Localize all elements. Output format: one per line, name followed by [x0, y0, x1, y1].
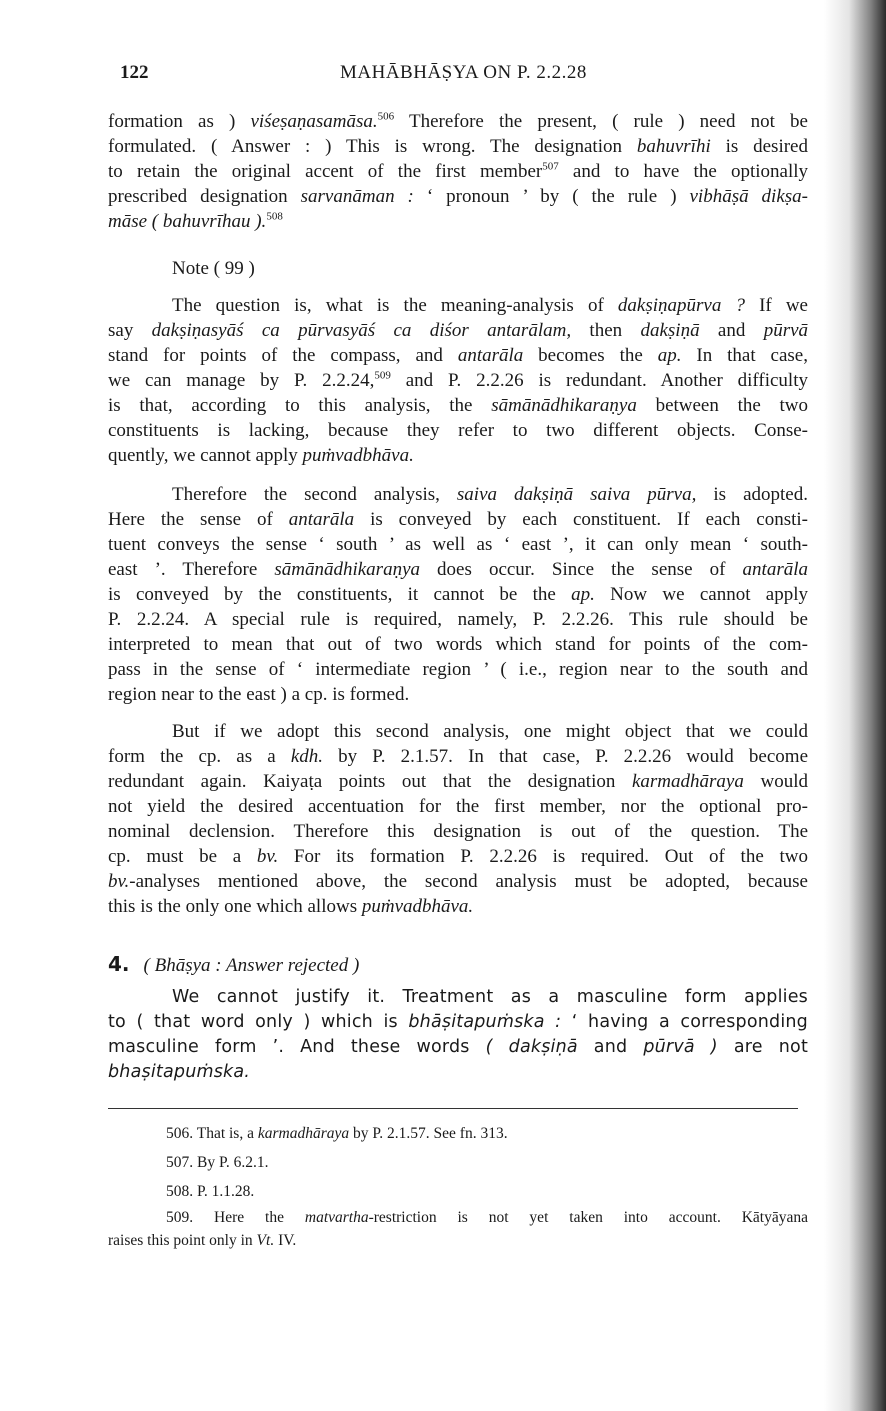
text-line — [108, 657, 808, 682]
text-line — [108, 418, 808, 443]
text-run: by P. 2.1.57. In that case, P. 2.2.26 would become — [323, 746, 808, 767]
italic-term: antarāla — [742, 559, 808, 580]
text-line — [108, 159, 808, 184]
italic-term: antarāla — [457, 345, 524, 366]
section-heading — [108, 952, 359, 977]
italic-term: bv. — [256, 846, 279, 867]
italic-term: bhaṣitapuṁska. — [108, 1062, 251, 1082]
text-run: and to have the optionally — [558, 161, 808, 182]
text-run: is conveyed by the constituents, it cannot be the — [108, 584, 572, 605]
text-line — [108, 293, 808, 318]
italic-term: Vt. — [256, 1232, 275, 1249]
italic-term: karmadhāraya — [631, 771, 744, 792]
text-run: 506. That is, a — [166, 1125, 258, 1142]
text-run: IV. — [274, 1232, 297, 1249]
text-line — [108, 769, 808, 794]
text-line — [108, 582, 808, 607]
text-run: constituents is lacking, because they refer to two different objects. Conse- — [108, 420, 808, 441]
text-run: 508. P. 1.1.28. — [166, 1183, 255, 1200]
text-line — [108, 443, 808, 468]
text-run: east ’. Therefore — [108, 559, 275, 580]
text-run: then — [571, 320, 641, 341]
note-heading — [108, 256, 808, 281]
text-run: interpreted to mean that out of two words which stand for points of the com- — [108, 634, 808, 655]
text-line — [108, 532, 808, 557]
scan-page-edge-shadow — [824, 0, 886, 1411]
text-run: is conveyed by each constituent. If each consti- — [354, 509, 808, 530]
text-line — [108, 632, 808, 657]
text-line — [108, 682, 808, 707]
text-line — [108, 184, 808, 209]
paragraph-note-3 — [108, 719, 808, 919]
text-run: this is the only one which allows — [108, 896, 362, 917]
italic-term: matvartha — [304, 1209, 369, 1226]
paragraph-note-1 — [108, 293, 808, 468]
italic-term: bahuvrīhi — [636, 136, 711, 157]
italic-term: pūrvā — [763, 320, 809, 341]
text-run: ‘ pronoun ’ by ( the rule ) — [413, 186, 690, 207]
text-line — [108, 557, 808, 582]
text-line — [108, 1010, 808, 1035]
text-run: form the cp. as a — [108, 746, 291, 767]
text-line — [108, 744, 808, 769]
text-run: -restriction is not yet taken into account. Kātyāyana — [368, 1209, 808, 1226]
footnote-ref: 508 — [266, 210, 283, 223]
italic-term: saiva dakṣiṇā saiva pūrva, — [456, 484, 697, 505]
italic-term: māse ( bahuvrīhau ). — [108, 211, 267, 232]
text-line — [108, 1119, 808, 1148]
running-header — [108, 62, 808, 88]
text-line — [108, 482, 808, 507]
text-line — [108, 819, 808, 844]
text-run: In that case, — [681, 345, 808, 366]
text-run: 507. By P. 6.2.1. — [166, 1154, 269, 1171]
paragraph-note-2 — [108, 482, 808, 707]
footnote-ref: 507 — [542, 160, 559, 173]
text-run: is adopted. — [696, 484, 808, 505]
italic-term: ( dakṣiṇā — [485, 1037, 578, 1057]
bhasya-paragraph — [108, 985, 808, 1085]
text-run: to retain the original accent of the first member — [108, 161, 543, 182]
text-run: Note ( 99 ) — [172, 258, 255, 279]
text-run: The question is, what is the meaning-analysis of — [172, 295, 618, 316]
footnote-ref: 506 — [377, 110, 395, 123]
text-line — [108, 134, 808, 159]
text-run: and P. 2.2.26 is redundant. Another difficulty — [390, 370, 808, 391]
text-run: tuent conveys the sense ‘ south ’ as well as ‘ east ’, it can only mean ‘ south- — [108, 534, 808, 555]
text-line — [108, 607, 808, 632]
text-run: nominal declension. Therefore this designation is out of the question. The — [108, 821, 808, 842]
text-run: is desired — [710, 136, 808, 157]
text-run: Therefore the present, ( rule ) need not be — [394, 111, 808, 132]
italic-term: pūrvā ) — [643, 1037, 718, 1057]
text-line — [108, 1148, 808, 1177]
italic-term: ap. — [571, 584, 595, 605]
text-run: masculine form ’. And these words — [108, 1037, 486, 1057]
italic-term: bv. — [108, 871, 130, 892]
text-run: If we — [744, 295, 808, 316]
text-run: and — [577, 1037, 644, 1057]
text-line — [108, 318, 808, 343]
text-run: For its formation P. 2.2.26 is required. Out of the two — [278, 846, 808, 867]
text-run: 509. Here the — [166, 1209, 305, 1226]
text-run: ‘ having a corresponding — [561, 1012, 808, 1032]
text-line — [108, 1177, 808, 1206]
text-line — [108, 794, 808, 819]
text-line — [108, 368, 808, 393]
text-run: region near to the east ) a cp. is formed. — [108, 684, 410, 705]
text-run: to ( that word only ) which is — [108, 1012, 409, 1032]
text-run: prescribed designation — [108, 186, 301, 207]
text-line — [108, 1035, 808, 1060]
text-run: are not — [717, 1037, 809, 1057]
paragraph-continued — [108, 109, 808, 234]
text-line — [108, 343, 808, 368]
footnote-rule — [108, 1108, 798, 1109]
section-number: 4. — [108, 952, 130, 976]
text-run: stand for points of the compass, and — [108, 345, 458, 366]
text-line — [108, 256, 808, 281]
text-run: Therefore the second analysis, — [172, 484, 457, 505]
text-line — [108, 985, 808, 1010]
italic-term: sarvanāman : — [300, 186, 414, 207]
text-run: not yield the desired accentuation for the first member, nor the optional pro- — [108, 796, 808, 817]
running-title: MAHĀBHĀṢYA ON P. 2.2.28 — [340, 62, 587, 83]
text-run: quently, we cannot apply — [108, 445, 303, 466]
text-line — [108, 109, 808, 134]
text-line — [108, 844, 808, 869]
text-run: P. 2.2.24. A special rule is required, namely, P. 2.2.26. This rule should be — [108, 609, 808, 630]
italic-term: dakṣiṇā — [640, 320, 700, 341]
text-run: by P. 2.1.57. See fn. 313. — [349, 1125, 508, 1142]
italic-term: dakṣiṇapūrva ? — [617, 295, 745, 316]
text-line — [108, 869, 808, 894]
text-line — [108, 393, 808, 418]
text-line — [108, 209, 808, 234]
footnote-ref: 509 — [374, 369, 391, 382]
text-run: Here the sense of — [108, 509, 289, 530]
italic-term: viśeṣaṇasamāsa. — [250, 111, 378, 132]
text-run: -analyses mentioned above, the second analysis must be adopted, because — [129, 871, 808, 892]
text-run: between the two — [636, 395, 808, 416]
italic-term: puṁvadbhāva. — [361, 896, 474, 917]
text-run: pass in the sense of ‘ intermediate region ’ ( i.e., region near to the south and — [108, 659, 808, 680]
text-line — [108, 507, 808, 532]
text-run: would — [743, 771, 808, 792]
italic-term: vibhāṣā dikṣa- — [689, 186, 808, 207]
footnotes — [108, 1119, 808, 1252]
italic-term: dakṣiṇasyāś ca pūrvasyāś ca diśor antarālam, — [151, 320, 572, 341]
italic-term: antarāla — [288, 509, 355, 530]
text-run: formation as ) — [108, 111, 251, 132]
text-line — [108, 894, 808, 919]
text-line — [108, 1206, 808, 1229]
text-run: we can manage by P. 2.2.24, — [108, 370, 375, 391]
text-run: raises this point only in — [108, 1232, 257, 1249]
text-run: formulated. ( Answer : ) This is wrong. The designation — [108, 136, 637, 157]
text-run: Now we cannot apply — [594, 584, 808, 605]
text-run: redundant again. Kaiyaṭa points out that the designation — [108, 771, 632, 792]
section-title: ( Bhāṣya : Answer rejected ) — [143, 955, 360, 976]
italic-term: sāmānādhikaraṇya — [274, 559, 420, 580]
text-run: and — [699, 320, 764, 341]
italic-term: ap. — [657, 345, 682, 366]
text-line — [108, 719, 808, 744]
text-run: does occur. Since the sense of — [420, 559, 743, 580]
italic-term: karmadhāraya — [257, 1125, 350, 1142]
italic-term: kdh. — [290, 746, 324, 767]
text-run: cp. must be a — [108, 846, 257, 867]
text-run: is that, according to this analysis, the — [108, 395, 492, 416]
italic-term: puṁvadbhāva. — [302, 445, 414, 466]
text-run: But if we adopt this second analysis, one might object that we could — [172, 721, 808, 742]
italic-term: sāmānādhikaraṇya — [491, 395, 637, 416]
text-line — [108, 1229, 808, 1252]
italic-term: bhāṣitapuṁska : — [408, 1012, 562, 1032]
text-run: We cannot justify it. Treatment as a masculine form applies — [172, 987, 808, 1007]
text-run: becomes the — [523, 345, 658, 366]
text-line — [108, 1060, 808, 1085]
page-number: 122 — [120, 62, 149, 83]
text-run: say — [108, 320, 152, 341]
